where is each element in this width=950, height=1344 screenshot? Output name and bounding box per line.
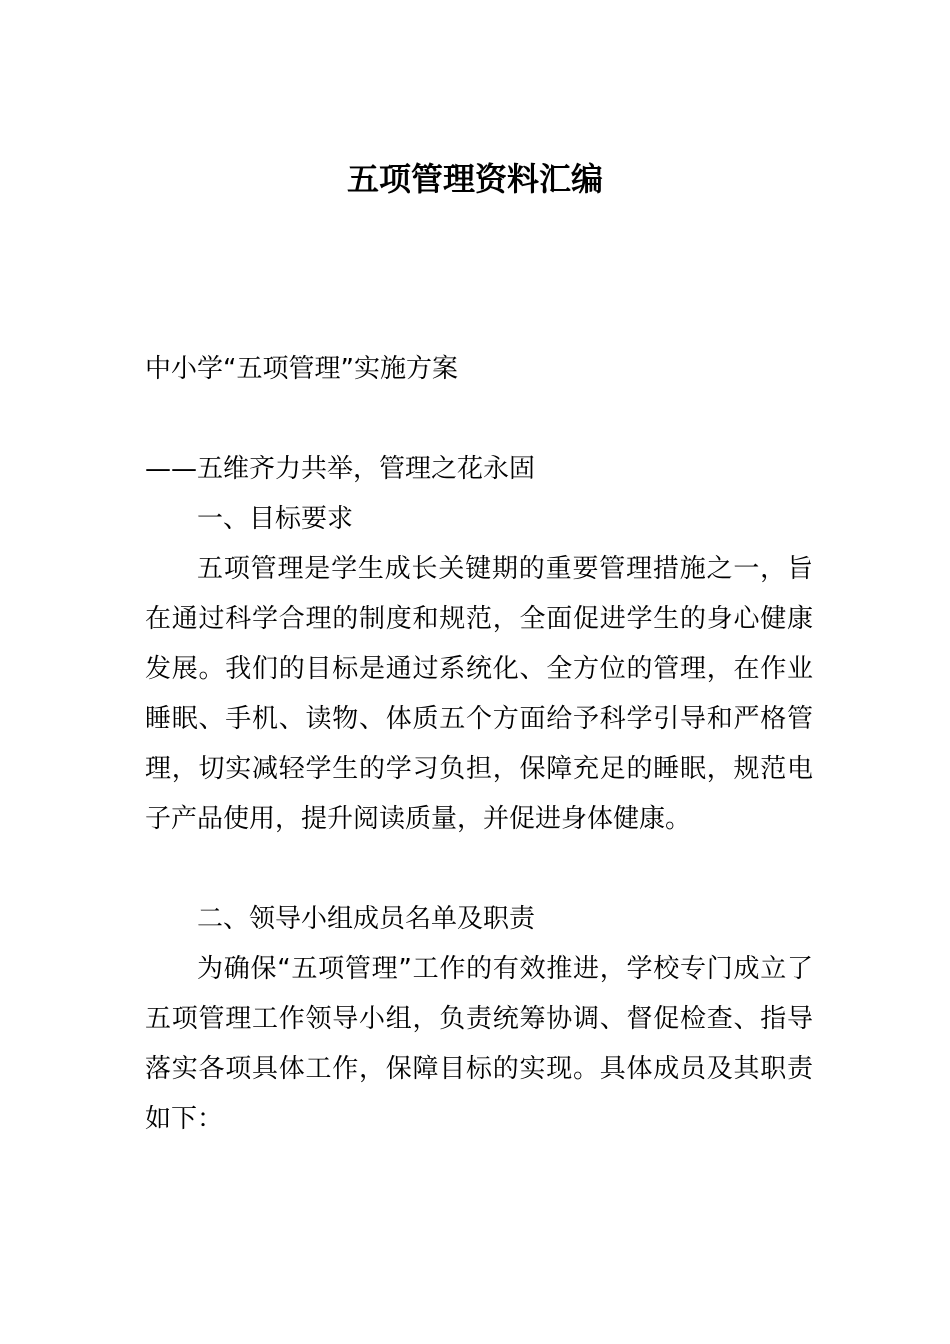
spacer [145,844,813,894]
plan-heading: 中小学“五项管理”实施方案 [145,354,458,384]
section-body-leadership: 为确保“五项管理”工作的有效推进，学校专门成立了五项管理工作领导小组，负责统筹协调、督促检查、指导落实各项具体工作，保障目标的实现。具体成员及其职责如下： [145,954,813,1134]
document-title: 五项管理资料汇编 [346,160,603,198]
section-title-goals: 一、目标要求 [197,504,354,534]
section-title-leadership: 二、领导小组成员名单及职责 [197,904,536,934]
document-body [145,344,813,1144]
section-body-goals: 五项管理是学生成长关键期的重要管理措施之一，旨在通过科学合理的制度和规范，全面促进学生的身心健康发展。我们的目标是通过系统化、全方位的管理，在作业睡眠、手机、读物、体质五个方面给予科学引导和严格管理，切实减轻学生的学习负担，保障充足的睡眠，规范电子产品使用，提升阅读质量，并促进身体健康。 [145,554,813,834]
plan-subheading: ——五维齐力共举，管理之花永固 [145,454,536,484]
spacer [145,394,813,444]
